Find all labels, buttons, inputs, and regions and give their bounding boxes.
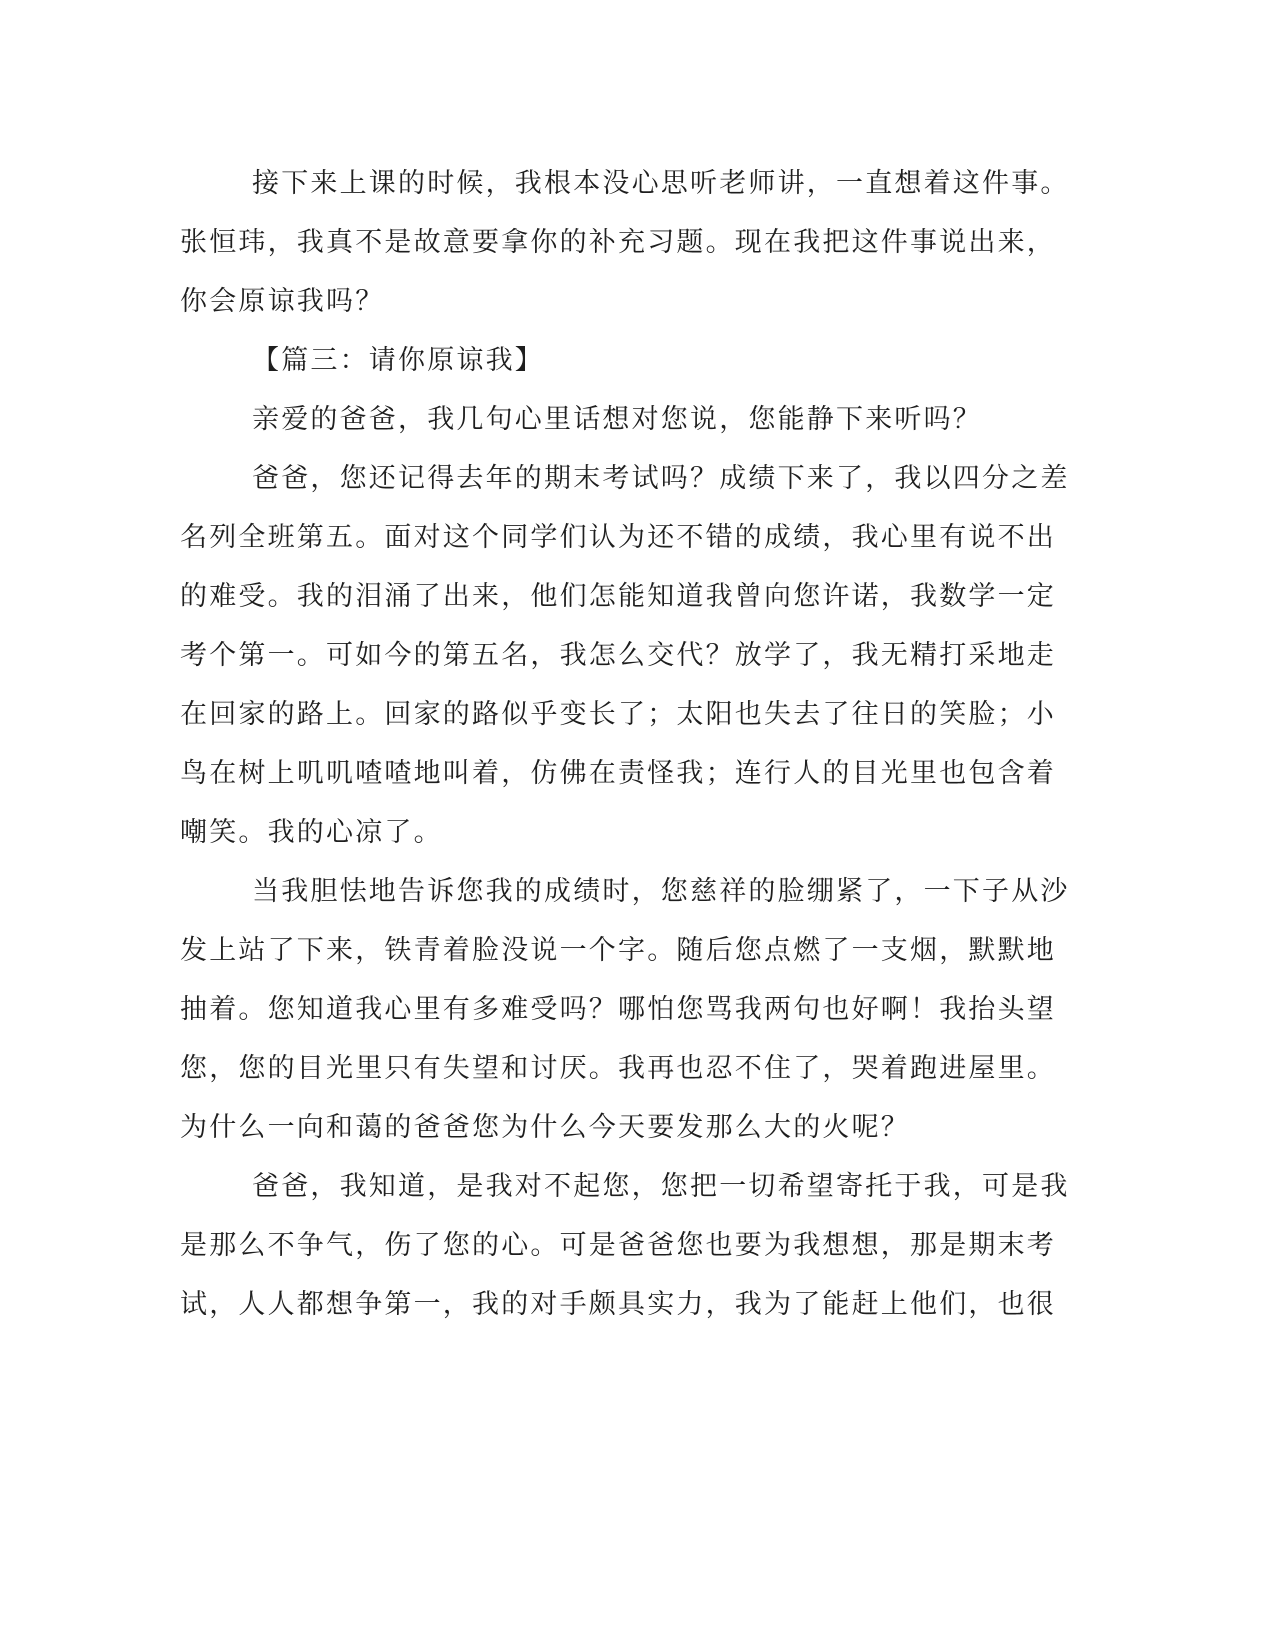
text-line: 试，人人都想争第一，我的对手颇具实力，我为了能赶上他们，也很	[180, 1289, 1056, 1320]
text-line: 爸爸，我知道，是我对不起您，您把一切希望寄托于我，可是我	[252, 1171, 1070, 1202]
text-line: 在回家的路上。回家的路似乎变长了；太阳也失去了往日的笑脸；小	[180, 699, 1056, 730]
text-line: 考个第一。可如今的第五名，我怎么交代？放学了，我无精打采地走	[180, 640, 1056, 671]
paragraph	[180, 390, 1060, 449]
text-line: 张恒玮，我真不是故意要拿你的补充习题。现在我把这件事说出来，	[180, 227, 1056, 258]
text-line: 接下来上课的时候，我根本没心思听老师讲，一直想着这件事。	[252, 168, 1070, 199]
paragraph	[180, 1157, 1070, 1334]
text-line: 【篇三：请你原谅我】	[252, 345, 544, 376]
text-line: 当我胆怯地告诉您我的成绩时，您慈祥的脸绷紧了，一下子从沙	[252, 876, 1070, 907]
text-line: 发上站了下来，铁青着脸没说一个字。随后您点燃了一支烟，默默地	[180, 935, 1056, 966]
paragraph	[180, 154, 1070, 331]
text-line: 你会原谅我吗？	[180, 286, 385, 317]
text-line: 鸟在树上叽叽喳喳地叫着，仿佛在责怪我；连行人的目光里也包含着	[180, 758, 1056, 789]
document-body	[180, 154, 1070, 1334]
text-line: 为什么一向和蔼的爸爸您为什么今天要发那么大的火呢？	[180, 1112, 910, 1143]
text-line: 亲爱的爸爸，我几句心里话想对您说，您能静下来听吗？	[252, 404, 982, 435]
text-line: 是那么不争气，伤了您的心。可是爸爸您也要为我想想，那是期末考	[180, 1230, 1056, 1261]
text-line: 您，您的目光里只有失望和讨厌。我再也忍不住了，哭着跑进屋里。	[180, 1053, 1056, 1084]
text-line: 抽着。您知道我心里有多难受吗？哪怕您骂我两句也好啊！我抬头望	[180, 994, 1056, 1025]
paragraph	[180, 449, 1070, 862]
text-line: 名列全班第五。面对这个同学们认为还不错的成绩，我心里有说不出	[180, 522, 1056, 553]
paragraph	[180, 331, 1060, 390]
paragraph	[180, 862, 1070, 1157]
text-line: 嘲笑。我的心凉了。	[180, 817, 443, 848]
text-line: 爸爸，您还记得去年的期末考试吗？成绩下来了，我以四分之差	[252, 463, 1070, 494]
text-line: 的难受。我的泪涌了出来，他们怎能知道我曾向您许诺，我数学一定	[180, 581, 1056, 612]
